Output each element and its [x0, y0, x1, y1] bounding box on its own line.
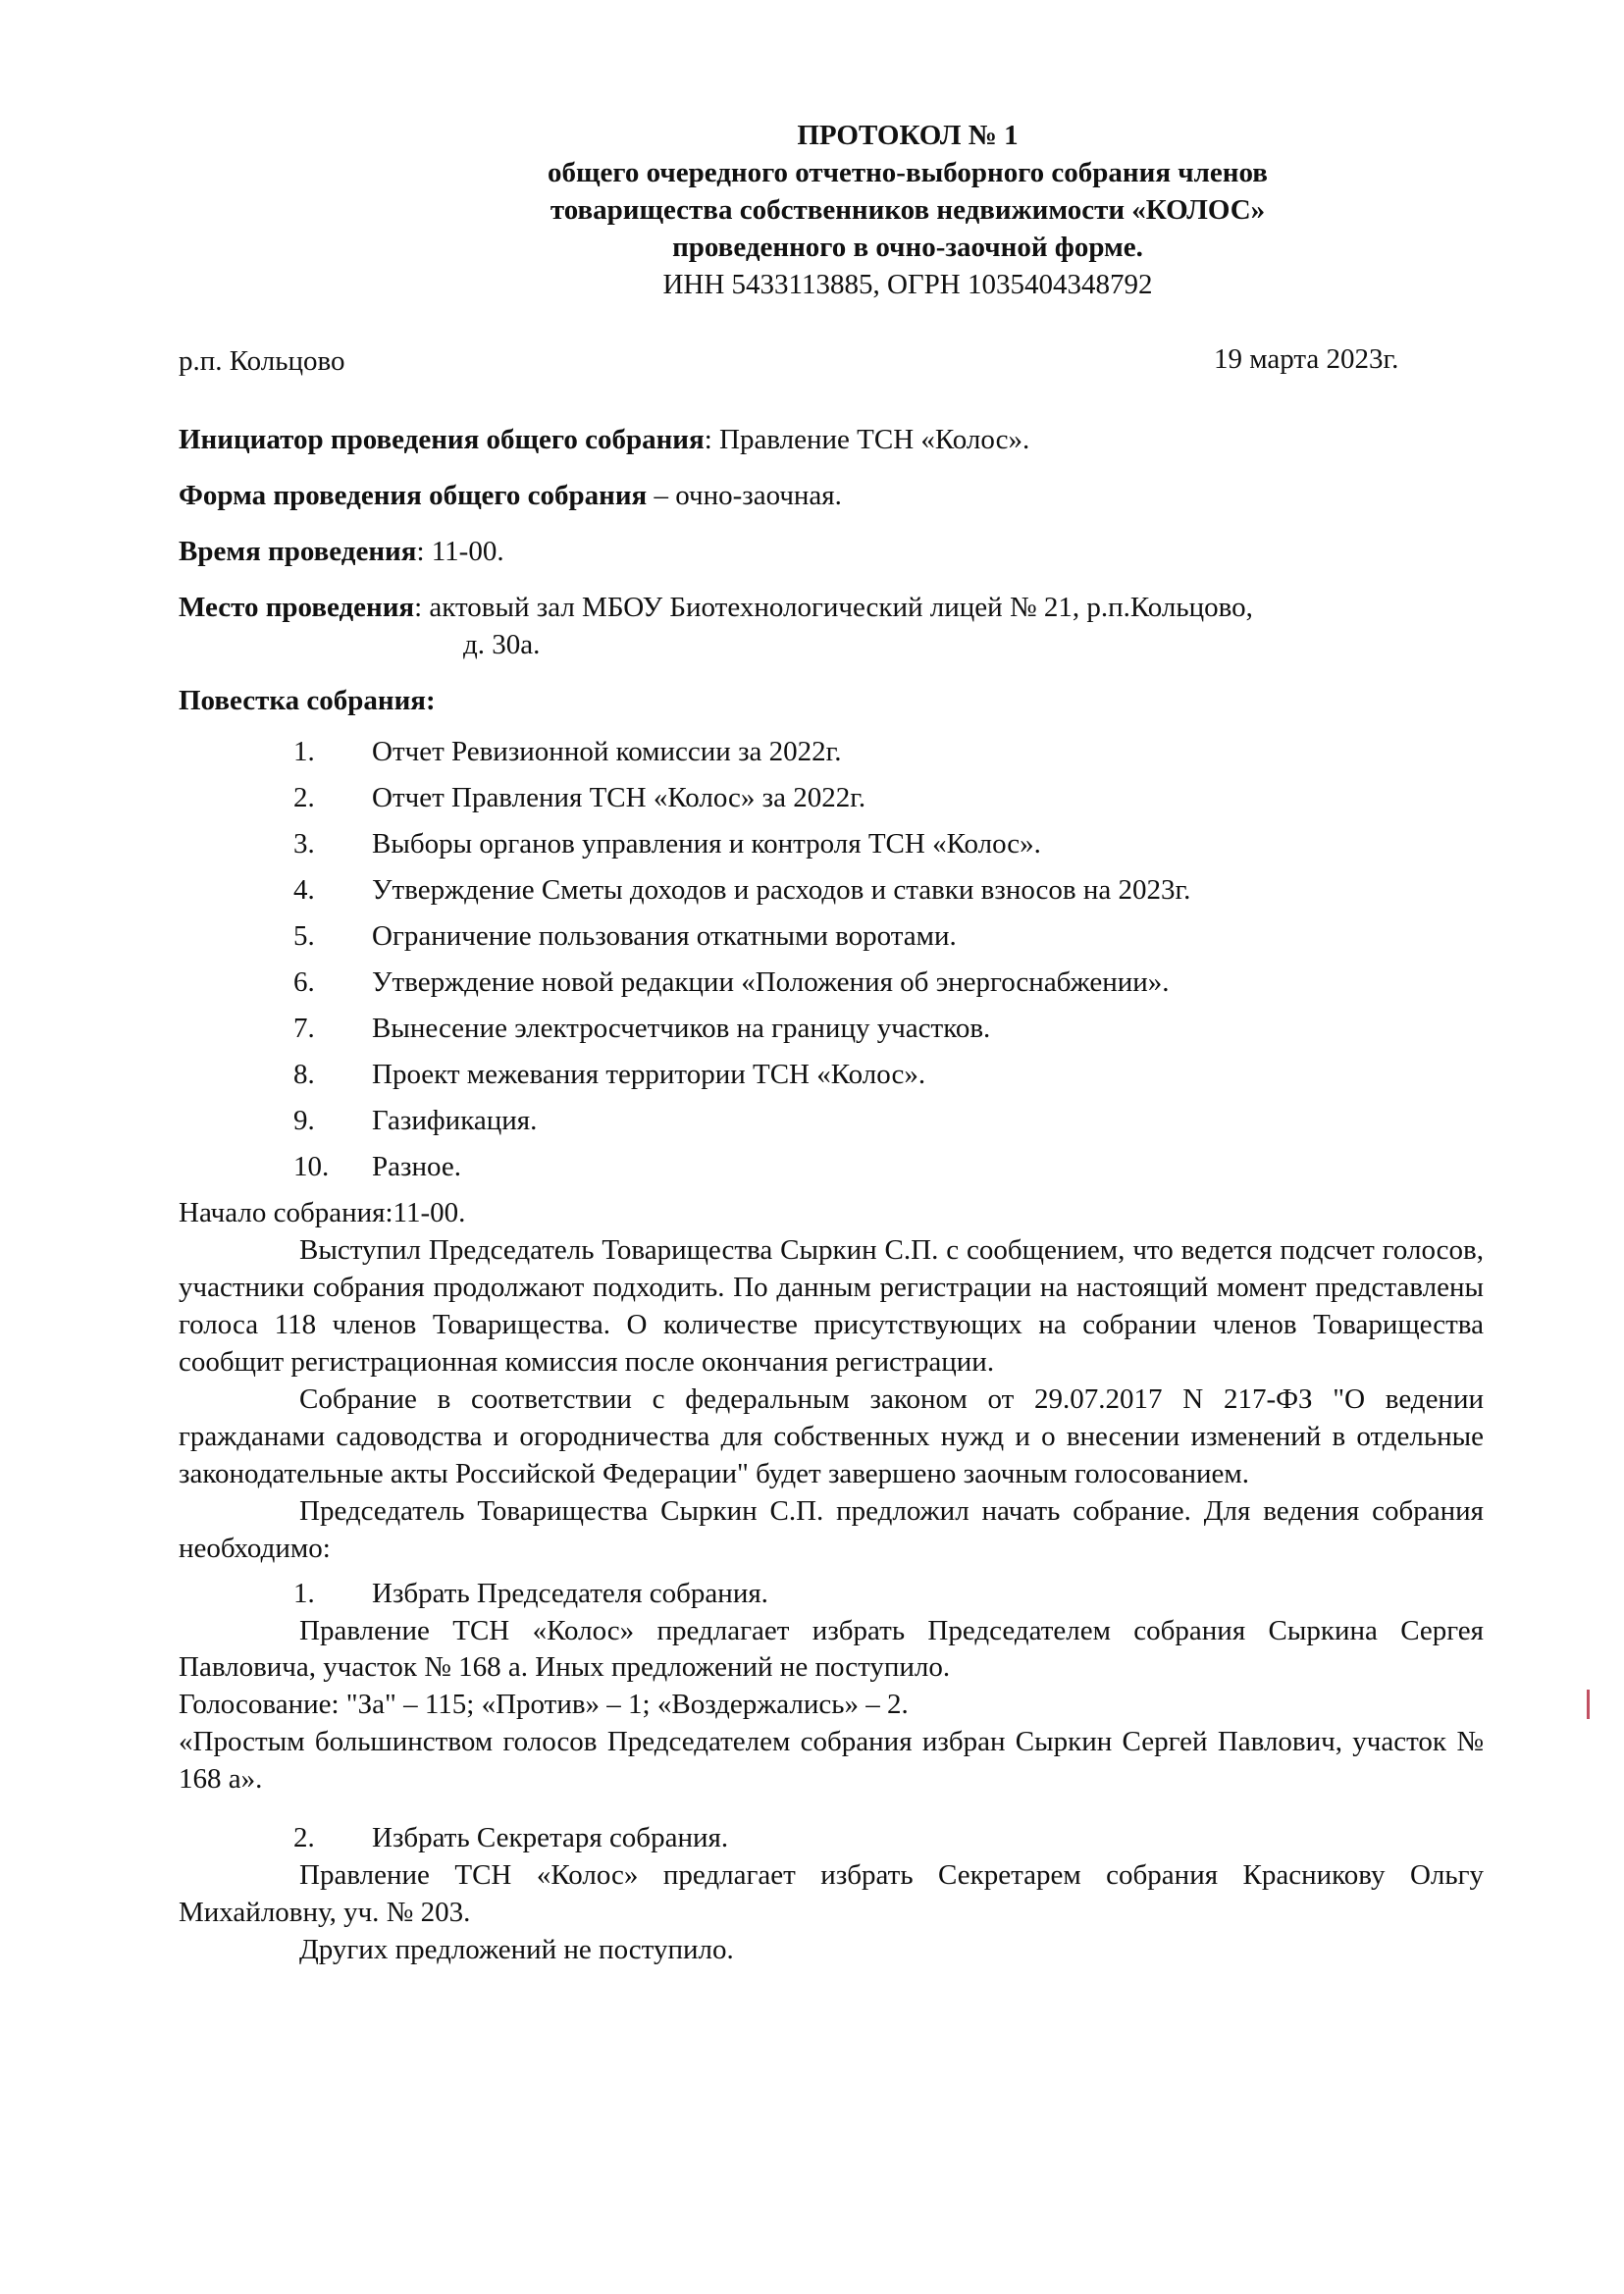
- agenda-item: [293, 1103, 1484, 1140]
- paragraph-secretary-proposal: Правление ТСН «Колос» предлагает избрать Секретарем собрания Красникову Ольгу Михайловну, уч. № 203.: [179, 1859, 1484, 1929]
- agenda-item-text: Вынесение электросчетчиков на границу участков.: [372, 1012, 991, 1044]
- venue-value-1: : актовый зал МБОУ Биотехнологический лицей № 21, р.п.Кольцово,: [414, 591, 1253, 623]
- agenda-item: [293, 1057, 1484, 1094]
- agenda-item-text: Ограничение пользования откатными воротами.: [372, 919, 957, 952]
- agenda-item-text: Утверждение Сметы доходов и расходов и ставки взносов на 2023г.: [372, 873, 1191, 906]
- spacer: [179, 1799, 1484, 1820]
- time-label: Время проведения: [179, 535, 417, 567]
- agenda-title: Повестка собрания:: [179, 684, 436, 716]
- agenda-item: [293, 872, 1484, 910]
- agenda-item-number: 6.: [293, 965, 315, 998]
- header-ids: ИНН 5433113885, ОГРН 1035404348792: [662, 268, 1153, 300]
- agenda-list: [179, 734, 1484, 1186]
- venue-value-2: д. 30а.: [463, 628, 541, 660]
- agenda-item-number: 7.: [293, 1012, 315, 1044]
- paragraph-registration: Выступил Председатель Товарищества Сыркин С.П. с сообщением, что ведется подсчет голосов, участники собрания продолжают подходить. По данным регистрации на настоящий момент представлены голоса 118 членов Товарищества. О количестве присутствующих на собрании членов Товарищества сообщит регистрационная комиссия после окончания регистрации.: [179, 1233, 1484, 1378]
- form-label: Форма проведения общего собрания: [179, 479, 648, 511]
- venue-line: [179, 590, 1484, 627]
- initiator-label: Инициатор проведения общего собрания: [179, 423, 705, 455]
- place-date-row: [179, 343, 1484, 383]
- agenda-item-number: 8.: [293, 1058, 315, 1090]
- paragraph-law: Собрание в соответствии с федеральным законом от 29.07.2017 N 217-ФЗ "О ведении гражданами садоводства и огородничества для собственных нужд и о внесении изменений в отдельные законодательные акты Российской Федерации" будет завершено заочным голосованием.: [179, 1382, 1484, 1489]
- agenda-item: [293, 780, 1484, 817]
- time-value: : 11-00.: [416, 535, 504, 567]
- agenda-item-number: 5.: [293, 919, 315, 952]
- agenda-item-text: Газификация.: [372, 1104, 538, 1136]
- protocol-title: ПРОТОКОЛ № 1: [797, 120, 1019, 151]
- meeting-place: р.п. Кольцово: [179, 344, 345, 377]
- agenda-item: [293, 965, 1484, 1002]
- venue-label: Место проведения: [179, 591, 415, 623]
- header-line-1: общего очередного отчетно-выборного собрания членов: [548, 156, 1268, 188]
- initiator-value: : Правление ТСН «Колос».: [704, 423, 1030, 455]
- agenda-item-number: 2.: [293, 781, 315, 813]
- agenda-item-number: 10.: [293, 1150, 330, 1182]
- result-chair: «Простым большинством голосов Председателем собрания избран Сыркин Сергей Павлович, участок № 168 а».: [179, 1726, 1484, 1796]
- paragraph-proposal: Председатель Товарищества Сыркин С.П. предложил начать собрание. Для ведения собрания необходимо:: [179, 1494, 1484, 1564]
- pen-mark: [1587, 1690, 1590, 1719]
- meeting-start: Начало собрания:11-00.: [179, 1196, 466, 1228]
- agenda-item: [293, 734, 1484, 771]
- paragraph-chair-proposal: Правление ТСН «Колос» предлагает избрать Председателем собрания Сыркина Сергея Павловича, участок № 168 а. Иных предложений не поступило.: [179, 1614, 1484, 1684]
- document-page: [179, 118, 1484, 1969]
- paragraph-no-other-proposals: Других предложений не поступило.: [299, 1934, 734, 1966]
- vote-chair: Голосование: "За" – 115; «Против» – 1; «Воздержались» – 2.: [179, 1689, 909, 1721]
- agenda-item-text: Разное.: [372, 1150, 461, 1182]
- agenda-item: [293, 918, 1484, 956]
- item-text: Избрать Секретаря собрания.: [372, 1822, 729, 1854]
- agenda-item-number: 1.: [293, 735, 315, 767]
- agenda-item-text: Отчет Ревизионной комиссии за 2022г.: [372, 735, 842, 767]
- item-elect-chair: [179, 1576, 1484, 1613]
- item-number: 1.: [293, 1577, 315, 1609]
- form-line: [179, 478, 1484, 515]
- agenda-item-number: 4.: [293, 873, 315, 906]
- time-line: [179, 534, 1484, 571]
- initiator-line: [179, 422, 1484, 459]
- agenda-item: [293, 1149, 1484, 1186]
- agenda-item-number: 3.: [293, 827, 315, 860]
- header-line-3: проведенного в очно-заочной форме.: [672, 231, 1143, 263]
- form-value: – очно-заочная.: [647, 479, 842, 511]
- item-number: 2.: [293, 1822, 315, 1854]
- item-elect-secretary: [179, 1820, 1484, 1857]
- header-line-2: товарищества собственников недвижимости «КОЛОС»: [550, 193, 1266, 226]
- agenda-item-number: 9.: [293, 1104, 315, 1136]
- document-header: [285, 118, 1531, 304]
- agenda-item-text: Выборы органов управления и контроля ТСН «Колос».: [372, 827, 1041, 860]
- item-text: Избрать Председателя собрания.: [372, 1577, 768, 1609]
- agenda-item: [293, 1011, 1484, 1048]
- document-body: [179, 1195, 1484, 1970]
- meeting-date: 19 марта 2023г.: [1214, 342, 1399, 375]
- agenda-item-text: Утверждение новой редакции «Положения об энергоснабжении».: [372, 965, 1170, 998]
- agenda-item-text: Отчет Правления ТСН «Колос» за 2022г.: [372, 781, 866, 813]
- meeting-meta: [179, 422, 1484, 664]
- agenda-item-text: Проект межевания территории ТСН «Колос».: [372, 1058, 926, 1090]
- agenda-item: [293, 826, 1484, 863]
